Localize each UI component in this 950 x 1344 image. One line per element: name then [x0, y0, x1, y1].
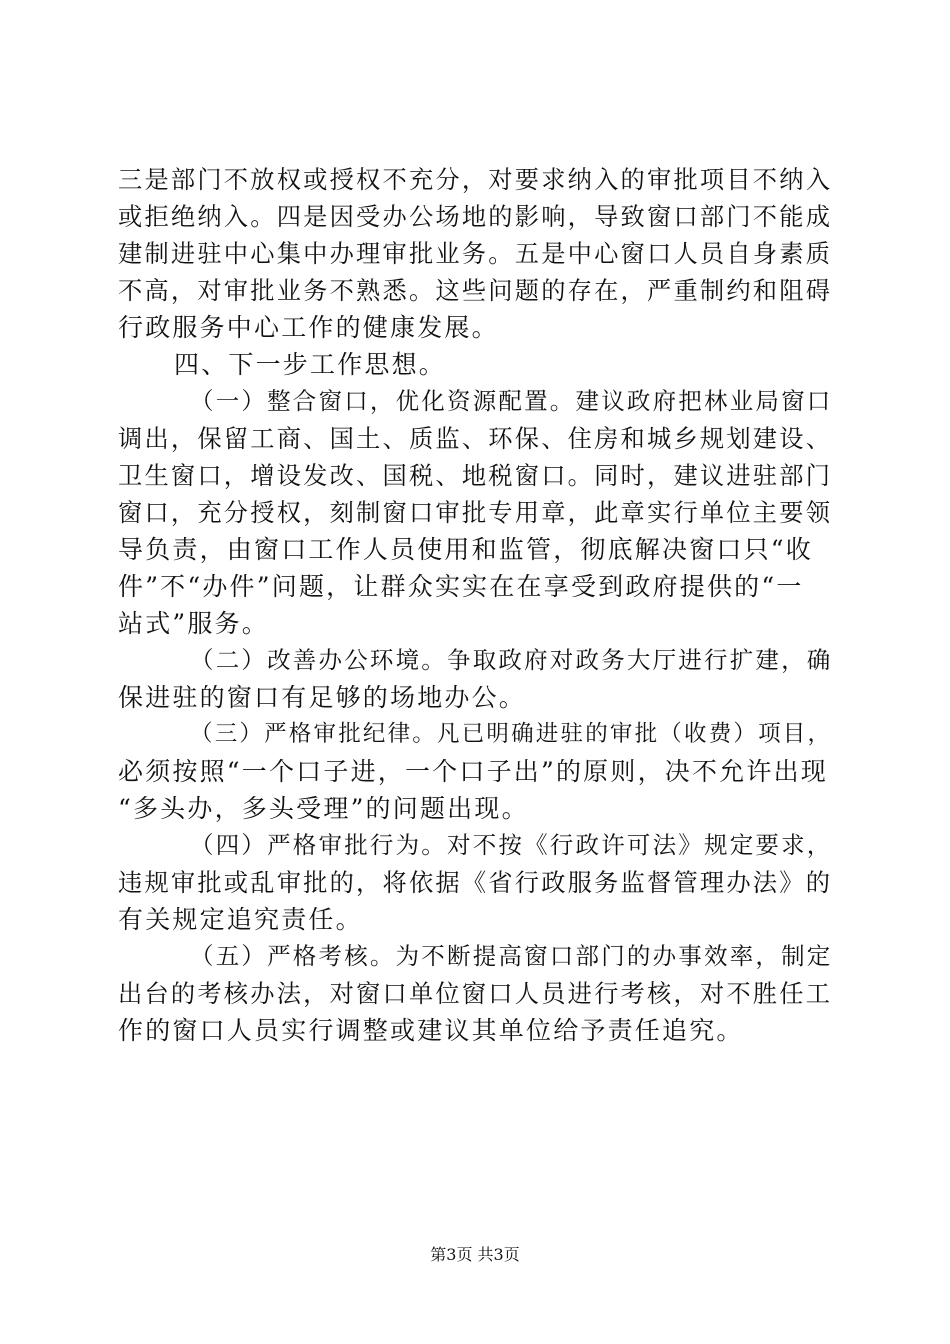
page-footer: 第3页 共3页 — [430, 1245, 520, 1264]
text-line: 调出，保留工商、国土、质监、环保、住房和城乡规划建设、 — [118, 424, 833, 453]
text-line: （五）严格考核。为不断提高窗口部门的办事效率，制定 — [190, 942, 833, 970]
text-line: 或拒绝纳入。四是因受办公场地的影响，导致窗口部门不能成 — [118, 202, 833, 231]
text-line: （四）严格审批行为。对不按《行政许可法》规定要求， — [190, 831, 833, 859]
text-line: （三）严格审批纪律。凡已明确进驻的审批（收费）项目， — [190, 721, 833, 747]
text-line: 不高，对审批业务不熟悉。这些问题的存在，严重制约和阻碍 — [118, 276, 833, 305]
text-line: （一）整合窗口，优化资源配置。建议政府把林业局窗口 — [190, 387, 833, 415]
text-line: 卫生窗口，增设发改、国税、地税窗口。同时，建议进驻部门 — [118, 461, 833, 490]
text-line: 建制进驻中心集中办理审批业务。五是中心窗口人员自身素质 — [118, 239, 833, 268]
text-line: 违规审批或乱审批的，将依据《省行政服务监督管理办法》的 — [118, 868, 833, 897]
text-line: 四、下一步工作思想。 — [174, 350, 447, 379]
text-line: 作的窗口人员实行调整或建议其单位给予责任追究。 — [118, 1016, 744, 1045]
text-line: 件”不“办件”问题，让群众实实在在享受到政府提供的“一 — [118, 572, 804, 601]
text-line: 窗口，充分授权，刻制窗口审批专用章，此章实行单位主要领 — [118, 498, 833, 527]
text-line: 必须按照“一个口子进，一个口子出”的原则，决不允许出现 — [118, 757, 828, 786]
text-line: 站式”服务。 — [118, 609, 269, 638]
text-line: 出台的考核办法，对窗口单位窗口人员进行考核，对不胜任工 — [118, 979, 833, 1008]
text-line: 有关规定追究责任。 — [118, 905, 363, 934]
text-line: 保进驻的窗口有足够的场地办公。 — [118, 683, 527, 712]
text-line: 导负责，由窗口工作人员使用和监管，彻底解决窗口只“收 — [118, 535, 813, 564]
text-line: 行政服务中心工作的健康发展。 — [118, 313, 499, 342]
text-line: “多头办，多头受理”的问题出现。 — [118, 794, 529, 823]
text-line: （二）改善办公环境。争取政府对政务大厅进行扩建，确 — [190, 646, 833, 674]
document-body — [118, 161, 834, 1049]
text-line: 三是部门不放权或授权不充分，对要求纳入的审批项目不纳入 — [118, 165, 833, 194]
